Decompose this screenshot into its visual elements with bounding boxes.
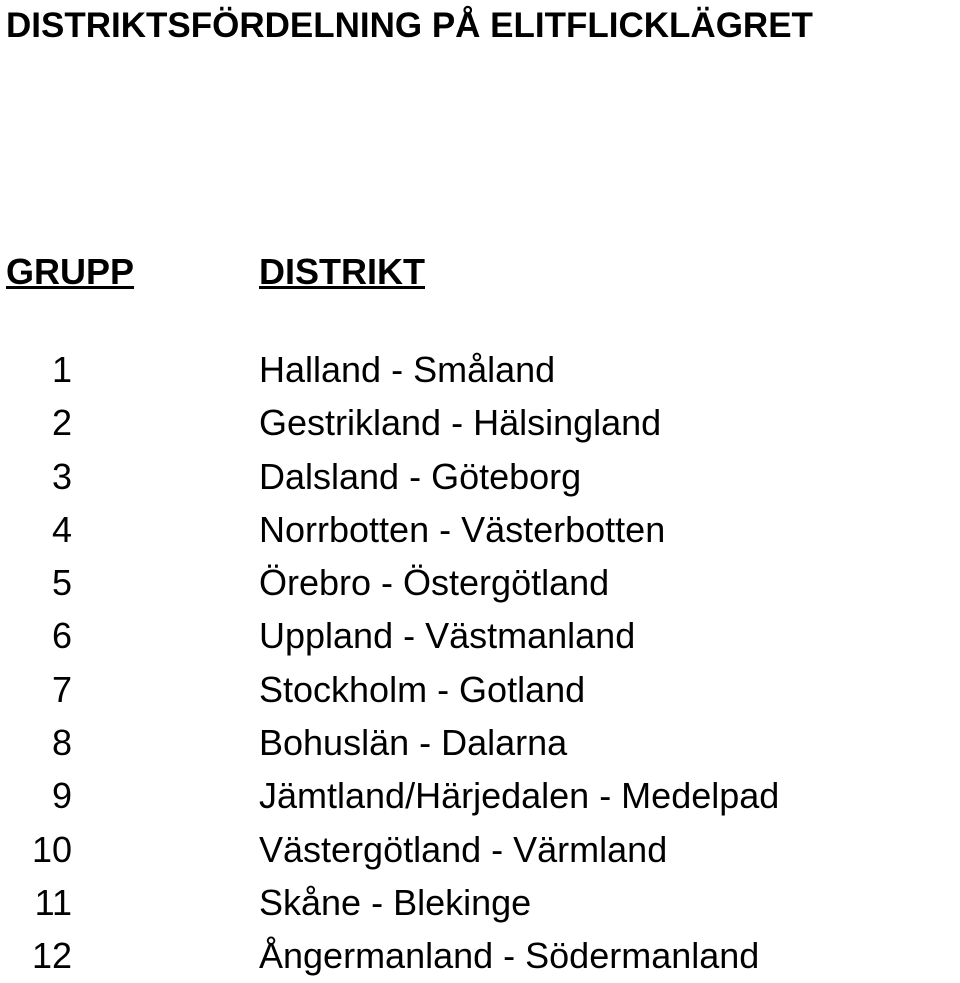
group-number: 8 <box>51 722 72 764</box>
district-name: Gestrikland - Hälsingland <box>259 402 662 444</box>
table-row <box>0 343 960 396</box>
group-number: 6 <box>51 615 72 657</box>
group-number: 12 <box>31 935 72 977</box>
column-header-district: DISTRIKT <box>259 251 425 292</box>
group-number: 3 <box>51 455 72 497</box>
group-number: 7 <box>51 668 72 710</box>
district-name: Bohuslän - Dalarna <box>259 722 568 764</box>
district-name: Dalsland - Göteborg <box>259 455 582 497</box>
table-row <box>0 450 960 503</box>
column-header-group: GRUPP <box>6 251 135 292</box>
group-number: 5 <box>51 562 72 604</box>
district-name: Norrbotten - Västerbotten <box>259 508 666 550</box>
table-row <box>0 929 960 982</box>
table-row <box>0 503 960 556</box>
group-number: 2 <box>51 402 72 444</box>
table-row <box>0 769 960 822</box>
table-row <box>0 876 960 929</box>
district-name: Stockholm - Gotland <box>259 668 586 710</box>
table-row <box>0 609 960 662</box>
table-row <box>0 663 960 716</box>
table-row <box>0 823 960 876</box>
district-name: Ångermanland - Södermanland <box>259 935 760 977</box>
table-row <box>0 396 960 449</box>
group-number: 9 <box>51 775 72 817</box>
district-name: Västergötland - Värmland <box>259 828 668 870</box>
district-name: Jämtland/Härjedalen - Medelpad <box>259 775 780 817</box>
group-number: 11 <box>34 881 72 923</box>
page-title: DISTRIKTSFÖRDELNING PÅ ELITFLICKLÄGRET <box>6 6 813 45</box>
district-name: Halland - Småland <box>259 349 556 390</box>
group-number: 4 <box>51 508 72 550</box>
table-row <box>0 716 960 769</box>
table-row <box>0 556 960 609</box>
group-number: 1 <box>51 349 72 390</box>
district-name: Skåne - Blekinge <box>259 881 532 923</box>
group-number: 10 <box>31 828 72 870</box>
district-name: Örebro - Östergötland <box>259 562 610 604</box>
district-list <box>0 343 960 983</box>
district-name: Uppland - Västmanland <box>259 615 636 657</box>
